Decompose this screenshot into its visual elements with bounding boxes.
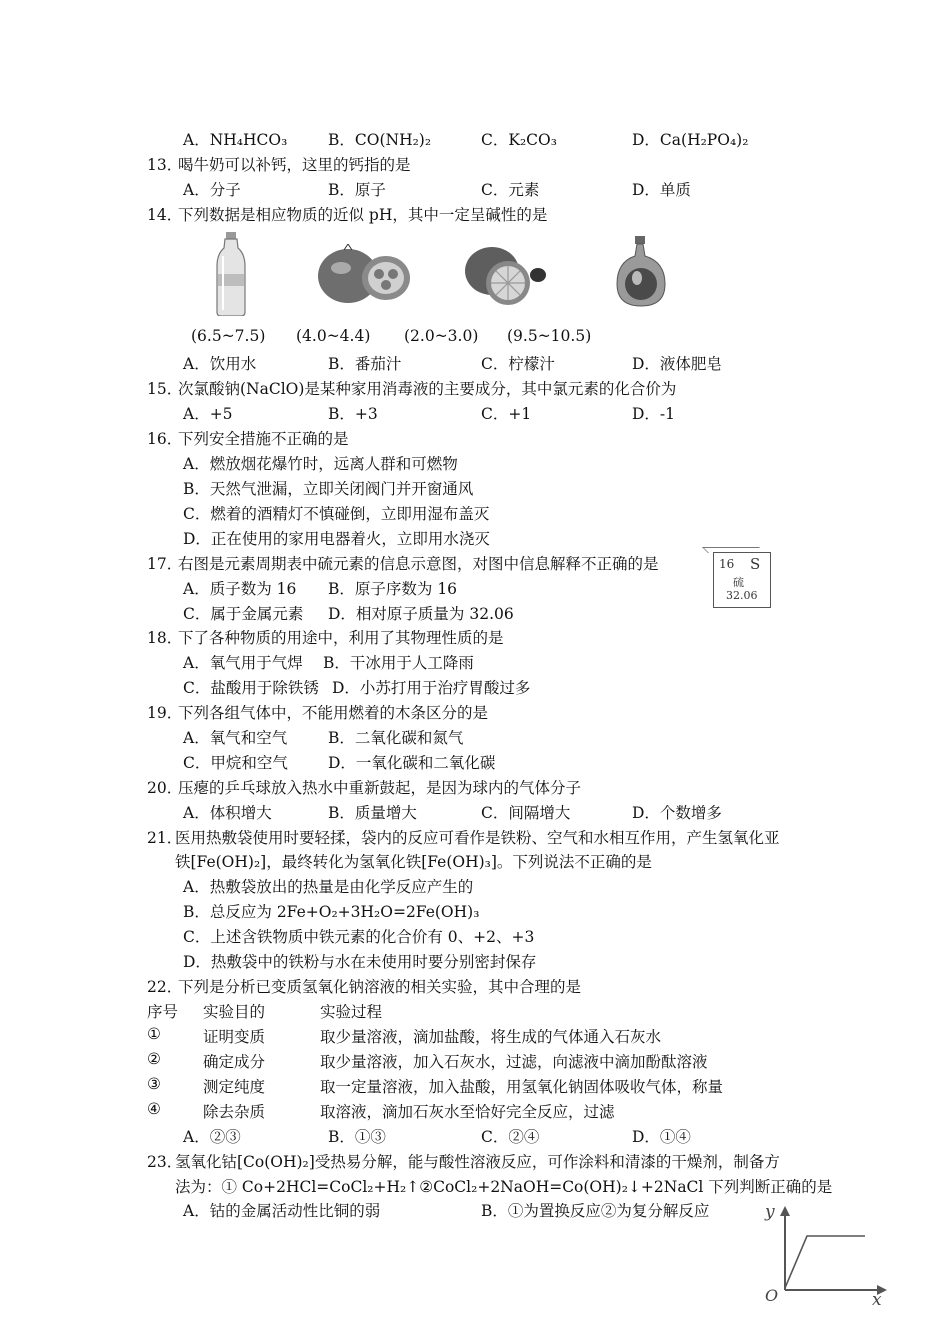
q16-option-a: A．燃放烟花爆竹时，远离人群和可燃物 xyxy=(183,455,458,473)
q21-stem-line2: 铁[Fe(OH)₂]，最终转化为氢氧化铁[Fe(OH)₃]。下列说法不正确的是 xyxy=(175,853,652,871)
q20-stem: 压瘪的乒乓球放入热水中重新鼓起，是因为球内的气体分子 xyxy=(178,779,582,797)
q17-number: 17． xyxy=(147,555,183,573)
q21-number: 21． xyxy=(147,829,183,847)
q20-option-b: B．质量增大 xyxy=(328,804,417,822)
q14-option-a: A．饮用水 xyxy=(183,355,257,373)
q22-header-purpose: 实验目的 xyxy=(203,1003,266,1021)
q14-number: 14． xyxy=(147,206,183,224)
table-row-3-no: ③ xyxy=(147,1075,161,1093)
q19-number: 19． xyxy=(147,704,183,722)
q16-option-b: B．天然气泄漏，立即关闭阀门并开窗通风 xyxy=(183,480,474,498)
q15-option-b: B．+3 xyxy=(328,405,378,423)
q22-header-process: 实验过程 xyxy=(320,1003,383,1021)
q19-stem: 下列各组气体中，不能用燃着的木条区分的是 xyxy=(178,704,489,722)
q18-number: 18． xyxy=(147,629,183,647)
q21-option-c: C．上述含铁物质中铁元素的化合价有 0、+2、+3 xyxy=(183,928,535,946)
q13-number: 13． xyxy=(147,156,183,174)
water-bottle-image xyxy=(214,232,248,316)
lemon-image xyxy=(462,243,548,307)
element-mass: 32.06 xyxy=(726,589,758,602)
table-row-3-purpose: 测定纯度 xyxy=(203,1078,266,1096)
q23-graph xyxy=(755,1200,895,1312)
graph-origin-label: O xyxy=(765,1286,779,1305)
q21-option-a: A．热敷袋放出的热量是由化学反应产生的 xyxy=(183,878,474,896)
q17-option-a: A．质子数为 16 xyxy=(183,580,297,598)
q16-option-c: C．燃着的酒精灯不慎碰倒，立即用湿布盖灭 xyxy=(183,505,490,523)
q22-stem: 下列是分析已变质氢氧化钠溶液的相关实验，其中合理的是 xyxy=(178,978,582,996)
q21-option-d: D．热敷袋中的铁粉与水在未使用时要分别密封保存 xyxy=(183,953,537,971)
table-row-1-process: 取少量溶液，滴加盐酸，将生成的气体通入石灰水 xyxy=(320,1028,662,1046)
q22-option-d: D．①④ xyxy=(632,1128,691,1146)
tomato-image xyxy=(316,244,412,306)
q20-option-a: A．体积增大 xyxy=(183,804,272,822)
q19-option-a: A．氧气和空气 xyxy=(183,729,288,747)
liquid-soap-image xyxy=(613,236,669,308)
q22-option-c: C．②④ xyxy=(481,1128,540,1146)
q12-option-c: C．K₂CO₃ xyxy=(481,131,557,149)
q21-stem-line1: 医用热敷袋使用时要轻揉，袋内的反应可看作是铁粉、空气和水相互作用，产生氢氧化亚 xyxy=(175,829,780,847)
q18-option-c: C．盐酸用于除铁锈 xyxy=(183,679,319,697)
q17-stem: 右图是元素周期表中硫元素的信息示意图，对图中信息解释不正确的是 xyxy=(178,555,659,573)
q12-option-a: A．NH₄HCO₃ xyxy=(183,131,288,149)
q12-option-d: D．Ca(H₂PO₄)₂ xyxy=(632,131,749,149)
q15-option-a: A．+5 xyxy=(183,405,233,423)
graph-x-label: x xyxy=(872,1290,882,1310)
q14-option-b: B．番茄汁 xyxy=(328,355,402,373)
q22-option-b: B．①③ xyxy=(328,1128,386,1146)
ph-tomato: (4.0~4.4) xyxy=(296,327,371,345)
q13-option-b: B．原子 xyxy=(328,181,386,199)
q20-option-c: C．间隔增大 xyxy=(481,804,571,822)
table-row-4-purpose: 除去杂质 xyxy=(203,1103,266,1121)
q13-option-d: D．单质 xyxy=(632,181,691,199)
table-row-2-purpose: 确定成分 xyxy=(203,1053,266,1071)
q17-option-b: B．原子序数为 16 xyxy=(328,580,458,598)
table-row-4-no: ④ xyxy=(147,1100,161,1118)
q17-option-c: C．属于金属元素 xyxy=(183,605,304,623)
q22-option-a: A．②③ xyxy=(183,1128,241,1146)
q23-stem-line2: 法为：① Co+2HCl=CoCl₂+H₂↑②CoCl₂+2NaOH=Co(OH)₂↓+2NaCl 下列判断正确的是 xyxy=(175,1178,833,1196)
element-number: 16 xyxy=(719,557,735,571)
q12-option-b: B．CO(NH₂)₂ xyxy=(328,131,432,149)
q14-option-c: C．柠檬汁 xyxy=(481,355,555,373)
table-row-3-process: 取一定量溶液，加入盐酸，用氢氧化钠固体吸收气体，称量 xyxy=(320,1078,724,1096)
q18-option-b: B．干冰用于人工降雨 xyxy=(323,654,474,672)
q19-option-c: C．甲烷和空气 xyxy=(183,754,288,772)
q19-option-d: D．一氧化碳和二氧化碳 xyxy=(328,754,496,772)
q23-option-a: A．钴的金属活动性比铜的弱 xyxy=(183,1202,381,1220)
ph-lemon: (2.0~3.0) xyxy=(404,327,479,345)
q22-number: 22． xyxy=(147,978,183,996)
q16-number: 16． xyxy=(147,430,183,448)
q13-stem: 喝牛奶可以补钙，这里的钙指的是 xyxy=(178,156,411,174)
element-symbol: S xyxy=(750,555,761,573)
q20-number: 20． xyxy=(147,779,183,797)
sulfur-element-card xyxy=(713,552,771,608)
table-row-1-purpose: 证明变质 xyxy=(203,1028,266,1046)
q16-option-d: D．正在使用的家用电器着火，立即用水浇灭 xyxy=(183,530,490,548)
table-row-2-no: ② xyxy=(147,1050,161,1068)
q23-number: 23． xyxy=(147,1153,183,1171)
q17-option-d: D．相对原子质量为 32.06 xyxy=(328,605,514,623)
q15-stem: 次氯酸钠(NaClO)是某种家用消毒液的主要成分，其中氯元素的化合价为 xyxy=(178,380,677,398)
graph-y-label: y xyxy=(765,1202,775,1222)
q20-option-d: D．个数增多 xyxy=(632,804,722,822)
q21-option-b: B．总反应为 2Fe+O₂+3H₂O=2Fe(OH)₃ xyxy=(183,903,480,921)
q15-option-d: D．-1 xyxy=(632,405,676,423)
table-row-4-process: 取溶液，滴加石灰水至恰好完全反应，过滤 xyxy=(320,1103,615,1121)
ph-water: (6.5~7.5) xyxy=(191,327,266,345)
element-name: 硫 xyxy=(733,576,744,589)
q18-option-a: A．氧气用于气焊 xyxy=(183,654,303,672)
q19-option-b: B．二氧化碳和氮气 xyxy=(328,729,464,747)
q15-option-c: C．+1 xyxy=(481,405,532,423)
q13-option-a: A．分子 xyxy=(183,181,241,199)
q18-option-d: D．小苏打用于治疗胃酸过多 xyxy=(332,679,531,697)
table-row-1-no: ① xyxy=(147,1025,161,1043)
q16-stem: 下列安全措施不正确的是 xyxy=(178,430,349,448)
q23-option-b: B．①为置换反应②为复分解反应 xyxy=(481,1202,710,1220)
table-row-2-process: 取少量溶液，加入石灰水，过滤，向滤液中滴加酚酞溶液 xyxy=(320,1053,708,1071)
q14-option-d: D．液体肥皂 xyxy=(632,355,722,373)
q13-option-c: C．元素 xyxy=(481,181,540,199)
q18-stem: 下了各种物质的用途中，利用了其物理性质的是 xyxy=(178,629,504,647)
q14-stem: 下列数据是相应物质的近似 pH，其中一定呈碱性的是 xyxy=(178,206,548,224)
q22-header-no: 序号 xyxy=(147,1003,179,1021)
q23-stem-line1: 氢氧化钴[Co(OH)₂]受热易分解，能与酸性溶液反应，可作涂料和清漆的干燥剂，制备方 xyxy=(175,1153,780,1171)
q15-number: 15． xyxy=(147,380,183,398)
ph-soap: (9.5~10.5) xyxy=(507,327,592,345)
